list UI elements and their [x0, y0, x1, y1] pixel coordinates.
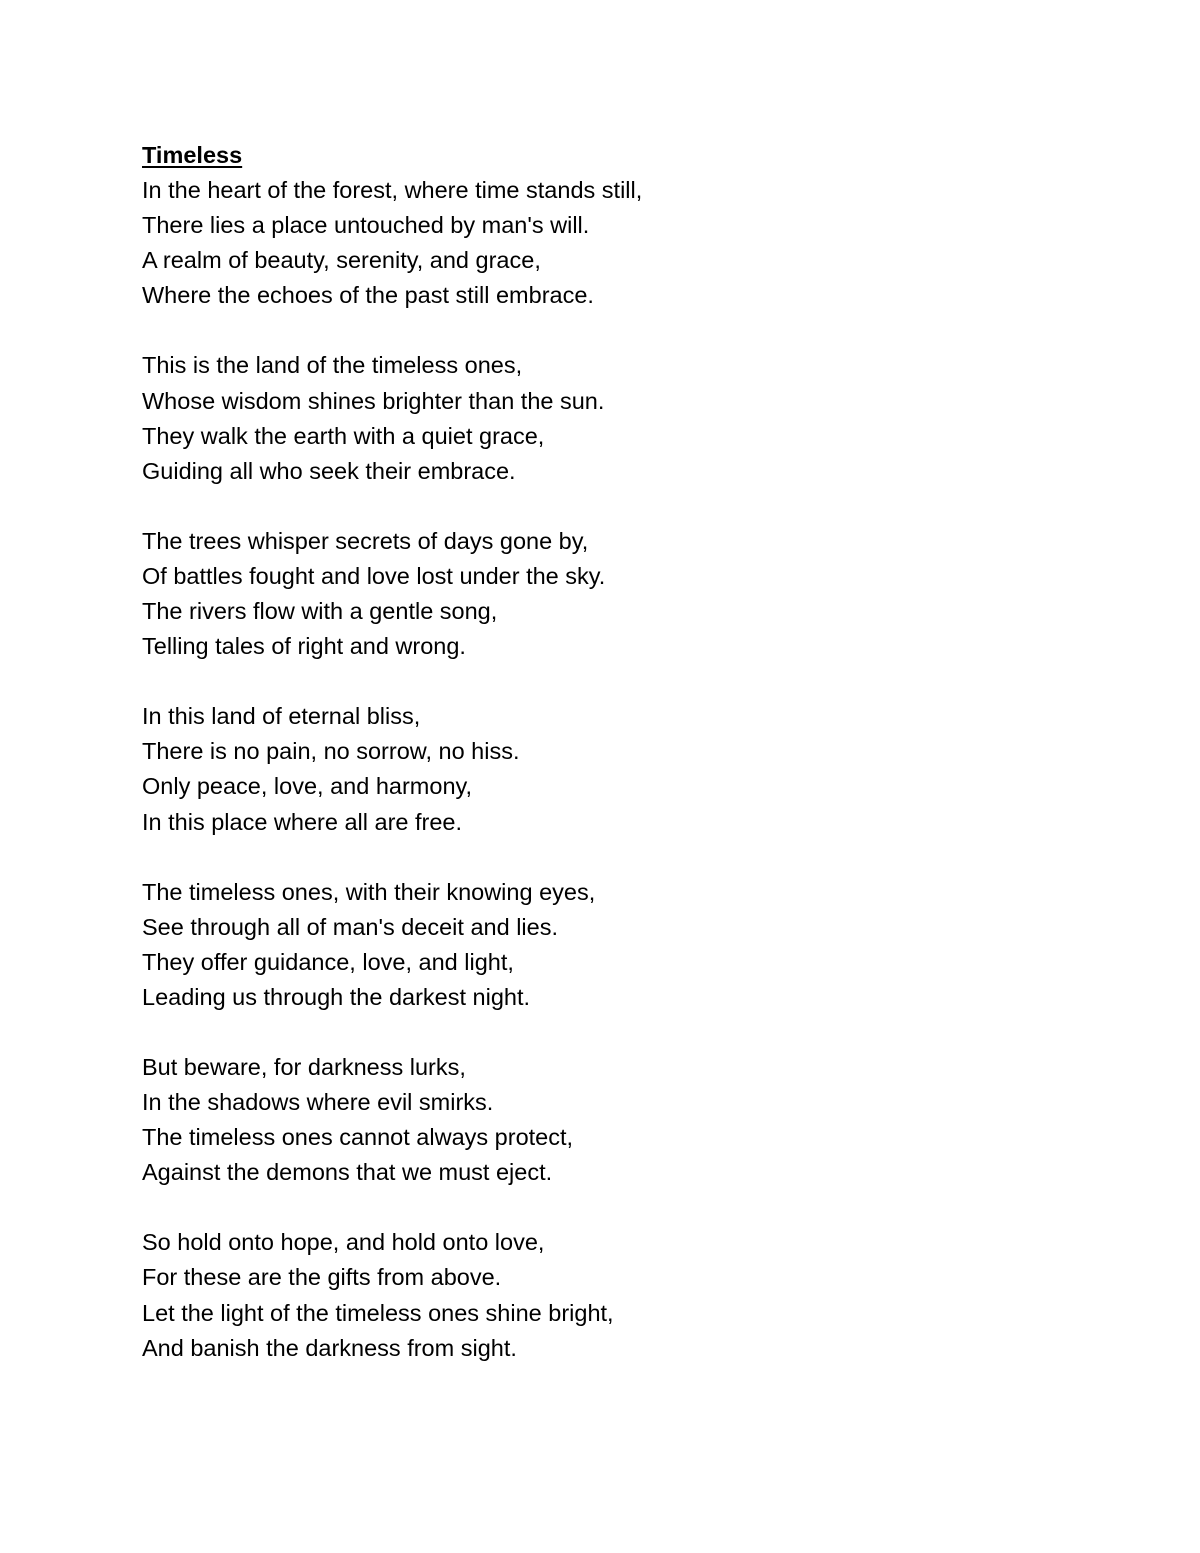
- poem-line: In this place where all are free.: [142, 808, 463, 835]
- poem-line: There is no pain, no sorrow, no hiss.: [142, 738, 520, 765]
- stanza-2: [142, 348, 1142, 488]
- poem-line: The timeless ones, with their knowing eyes,: [142, 878, 596, 905]
- poem-line: Let the light of the timeless ones shine bright,: [142, 1299, 614, 1326]
- stanza-6: [142, 1050, 1142, 1190]
- poem-line: They offer guidance, love, and light,: [142, 948, 514, 975]
- poem-line: Guiding all who seek their embrace.: [142, 457, 516, 484]
- stanza-4: [142, 699, 1142, 839]
- poem-line: The trees whisper secrets of days gone by,: [142, 527, 589, 554]
- poem-line: They walk the earth with a quiet grace,: [142, 422, 545, 449]
- poem-line: So hold onto hope, and hold onto love,: [142, 1229, 545, 1256]
- poem-line: In the shadows where evil smirks.: [142, 1089, 494, 1116]
- poem-line: Of battles fought and love lost under the sky.: [142, 562, 606, 589]
- poem-line: There lies a place untouched by man's will.: [142, 212, 590, 239]
- poem-line: For these are the gifts from above.: [142, 1264, 502, 1291]
- stanza-1: [142, 173, 1142, 313]
- poem-line: In this land of eternal bliss,: [142, 703, 421, 730]
- poem-line: But beware, for darkness lurks,: [142, 1053, 466, 1080]
- poem-line: In the heart of the forest, where time stands still,: [142, 177, 643, 204]
- poem-line: Only peace, love, and harmony,: [142, 773, 473, 800]
- poem-line: The rivers flow with a gentle song,: [142, 598, 498, 625]
- poem: [142, 138, 1142, 1401]
- poem-line: The timeless ones cannot always protect,: [142, 1124, 574, 1151]
- poem-line: This is the land of the timeless ones,: [142, 352, 523, 379]
- poem-line: Whose wisdom shines brighter than the sun.: [142, 387, 605, 414]
- poem-line: Telling tales of right and wrong.: [142, 633, 466, 660]
- poem-line: Where the echoes of the past still embrace.: [142, 282, 594, 309]
- stanza-5: [142, 875, 1142, 1015]
- poem-line: And banish the darkness from sight.: [142, 1334, 517, 1361]
- poem-line: Leading us through the darkest night.: [142, 983, 531, 1010]
- poem-line: See through all of man's deceit and lies.: [142, 913, 558, 940]
- poem-line: Against the demons that we must eject.: [142, 1159, 553, 1186]
- stanza-3: [142, 524, 1142, 664]
- poem-line: A realm of beauty, serenity, and grace,: [142, 247, 541, 274]
- stanza-7: [142, 1225, 1142, 1365]
- poem-title: Timeless: [142, 142, 243, 168]
